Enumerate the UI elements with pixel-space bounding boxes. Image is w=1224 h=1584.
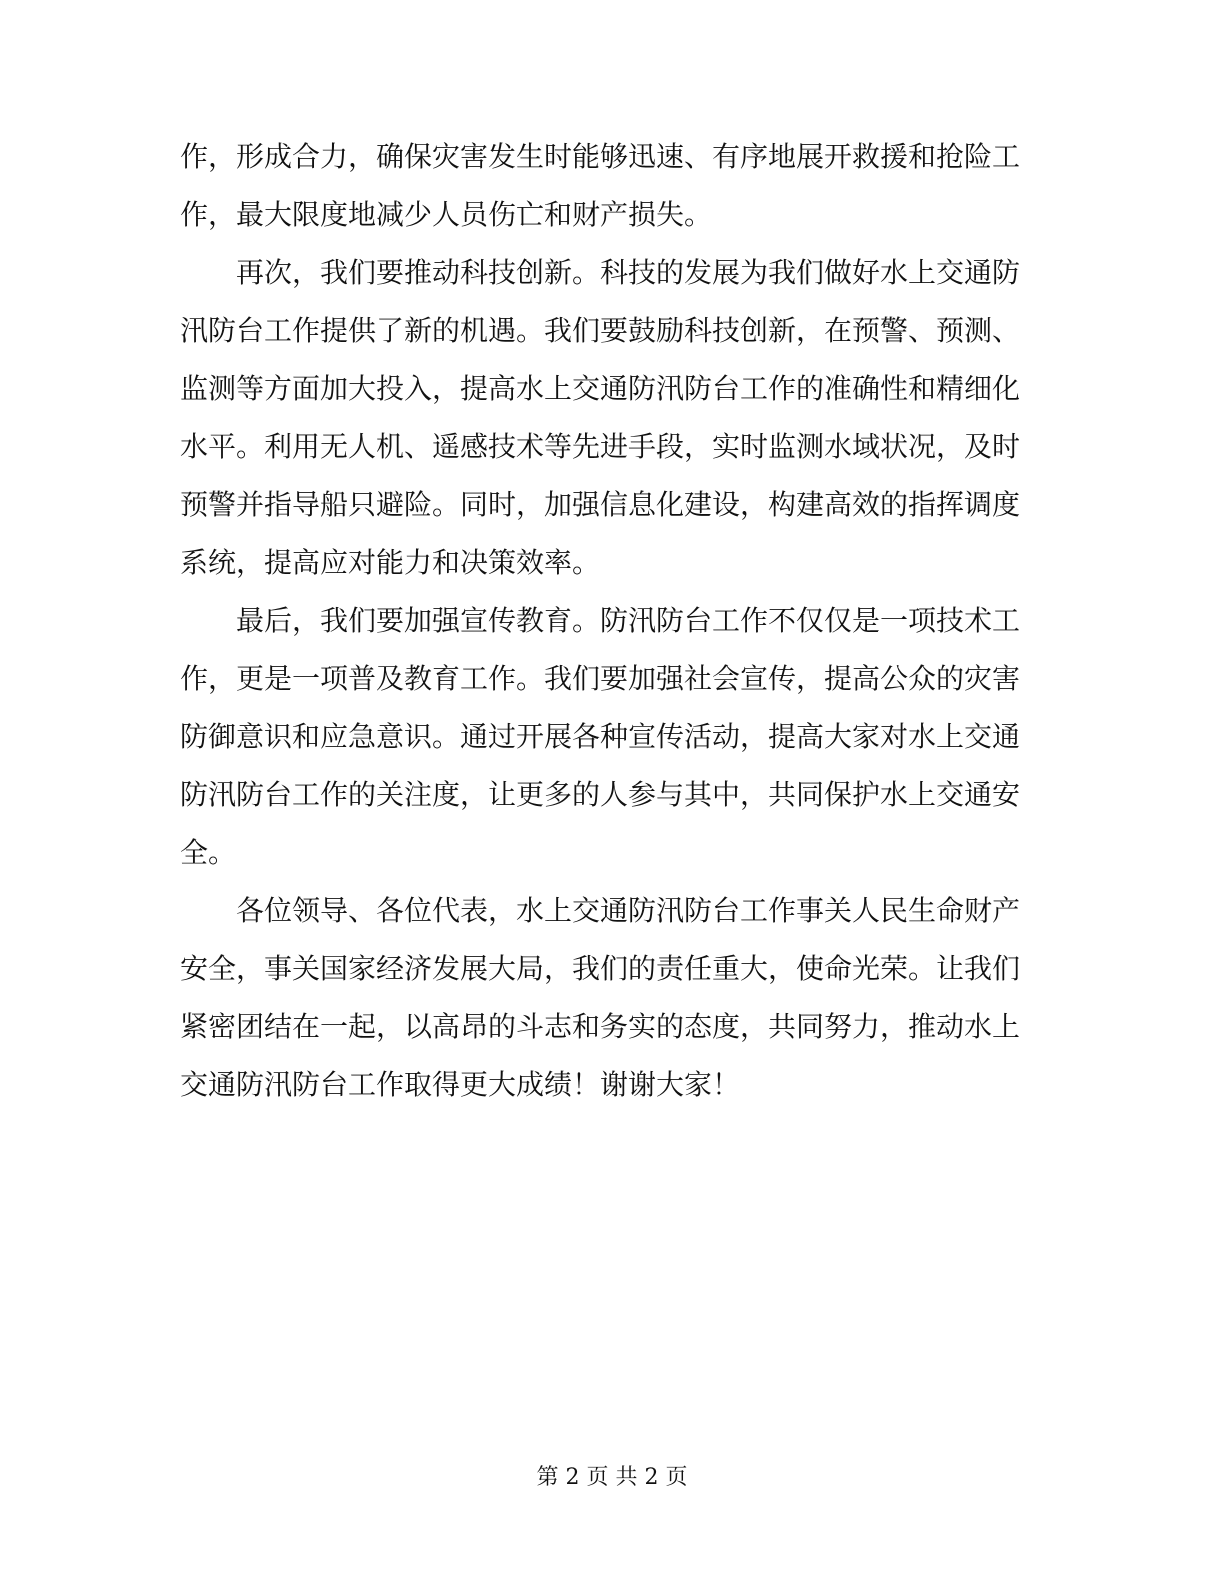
document-body [180,128,1020,1114]
paragraph-publicity-education: 最后，我们要加强宣传教育。防汛防台工作不仅仅是一项技术工作，更是一项普及教育工作。我们要加强社会宣传，提高公众的灾害防御意识和应急意识。通过开展各种宣传活动，提高大家对水上交通防汛防台工作的关注度，让更多的人参与其中，共同保护水上交通安全。 [180,604,1021,869]
page-number-footer: 第 2 页 共 2 页 [536,1465,688,1490]
paragraph-tech-innovation: 再次，我们要推动科技创新。科技的发展为我们做好水上交通防汛防台工作提供了新的机遇。我们要鼓励科技创新，在预警、预测、监测等方面加大投入，提高水上交通防汛防台工作的准确性和精细化水平。利用无人机、遥感技术等先进手段，实时监测水域状况，及时预警并指导船只避险。同时，加强信息化建设，构建高效的指挥调度系统，提高应对能力和决策效率。 [180,256,1021,579]
paragraph-continuation: 作，形成合力，确保灾害发生时能够迅速、有序地展开救援和抢险工作，最大限度地减少人员伤亡和财产损失。 [180,140,1021,231]
paragraph-closing: 各位领导、各位代表，水上交通防汛防台工作事关人民生命财产安全，事关国家经济发展大局，我们的责任重大，使命光荣。让我们紧密团结在一起，以高昂的斗志和务实的态度，共同努力，推动水上交通防汛防台工作取得更大成绩！谢谢大家！ [180,894,1021,1101]
